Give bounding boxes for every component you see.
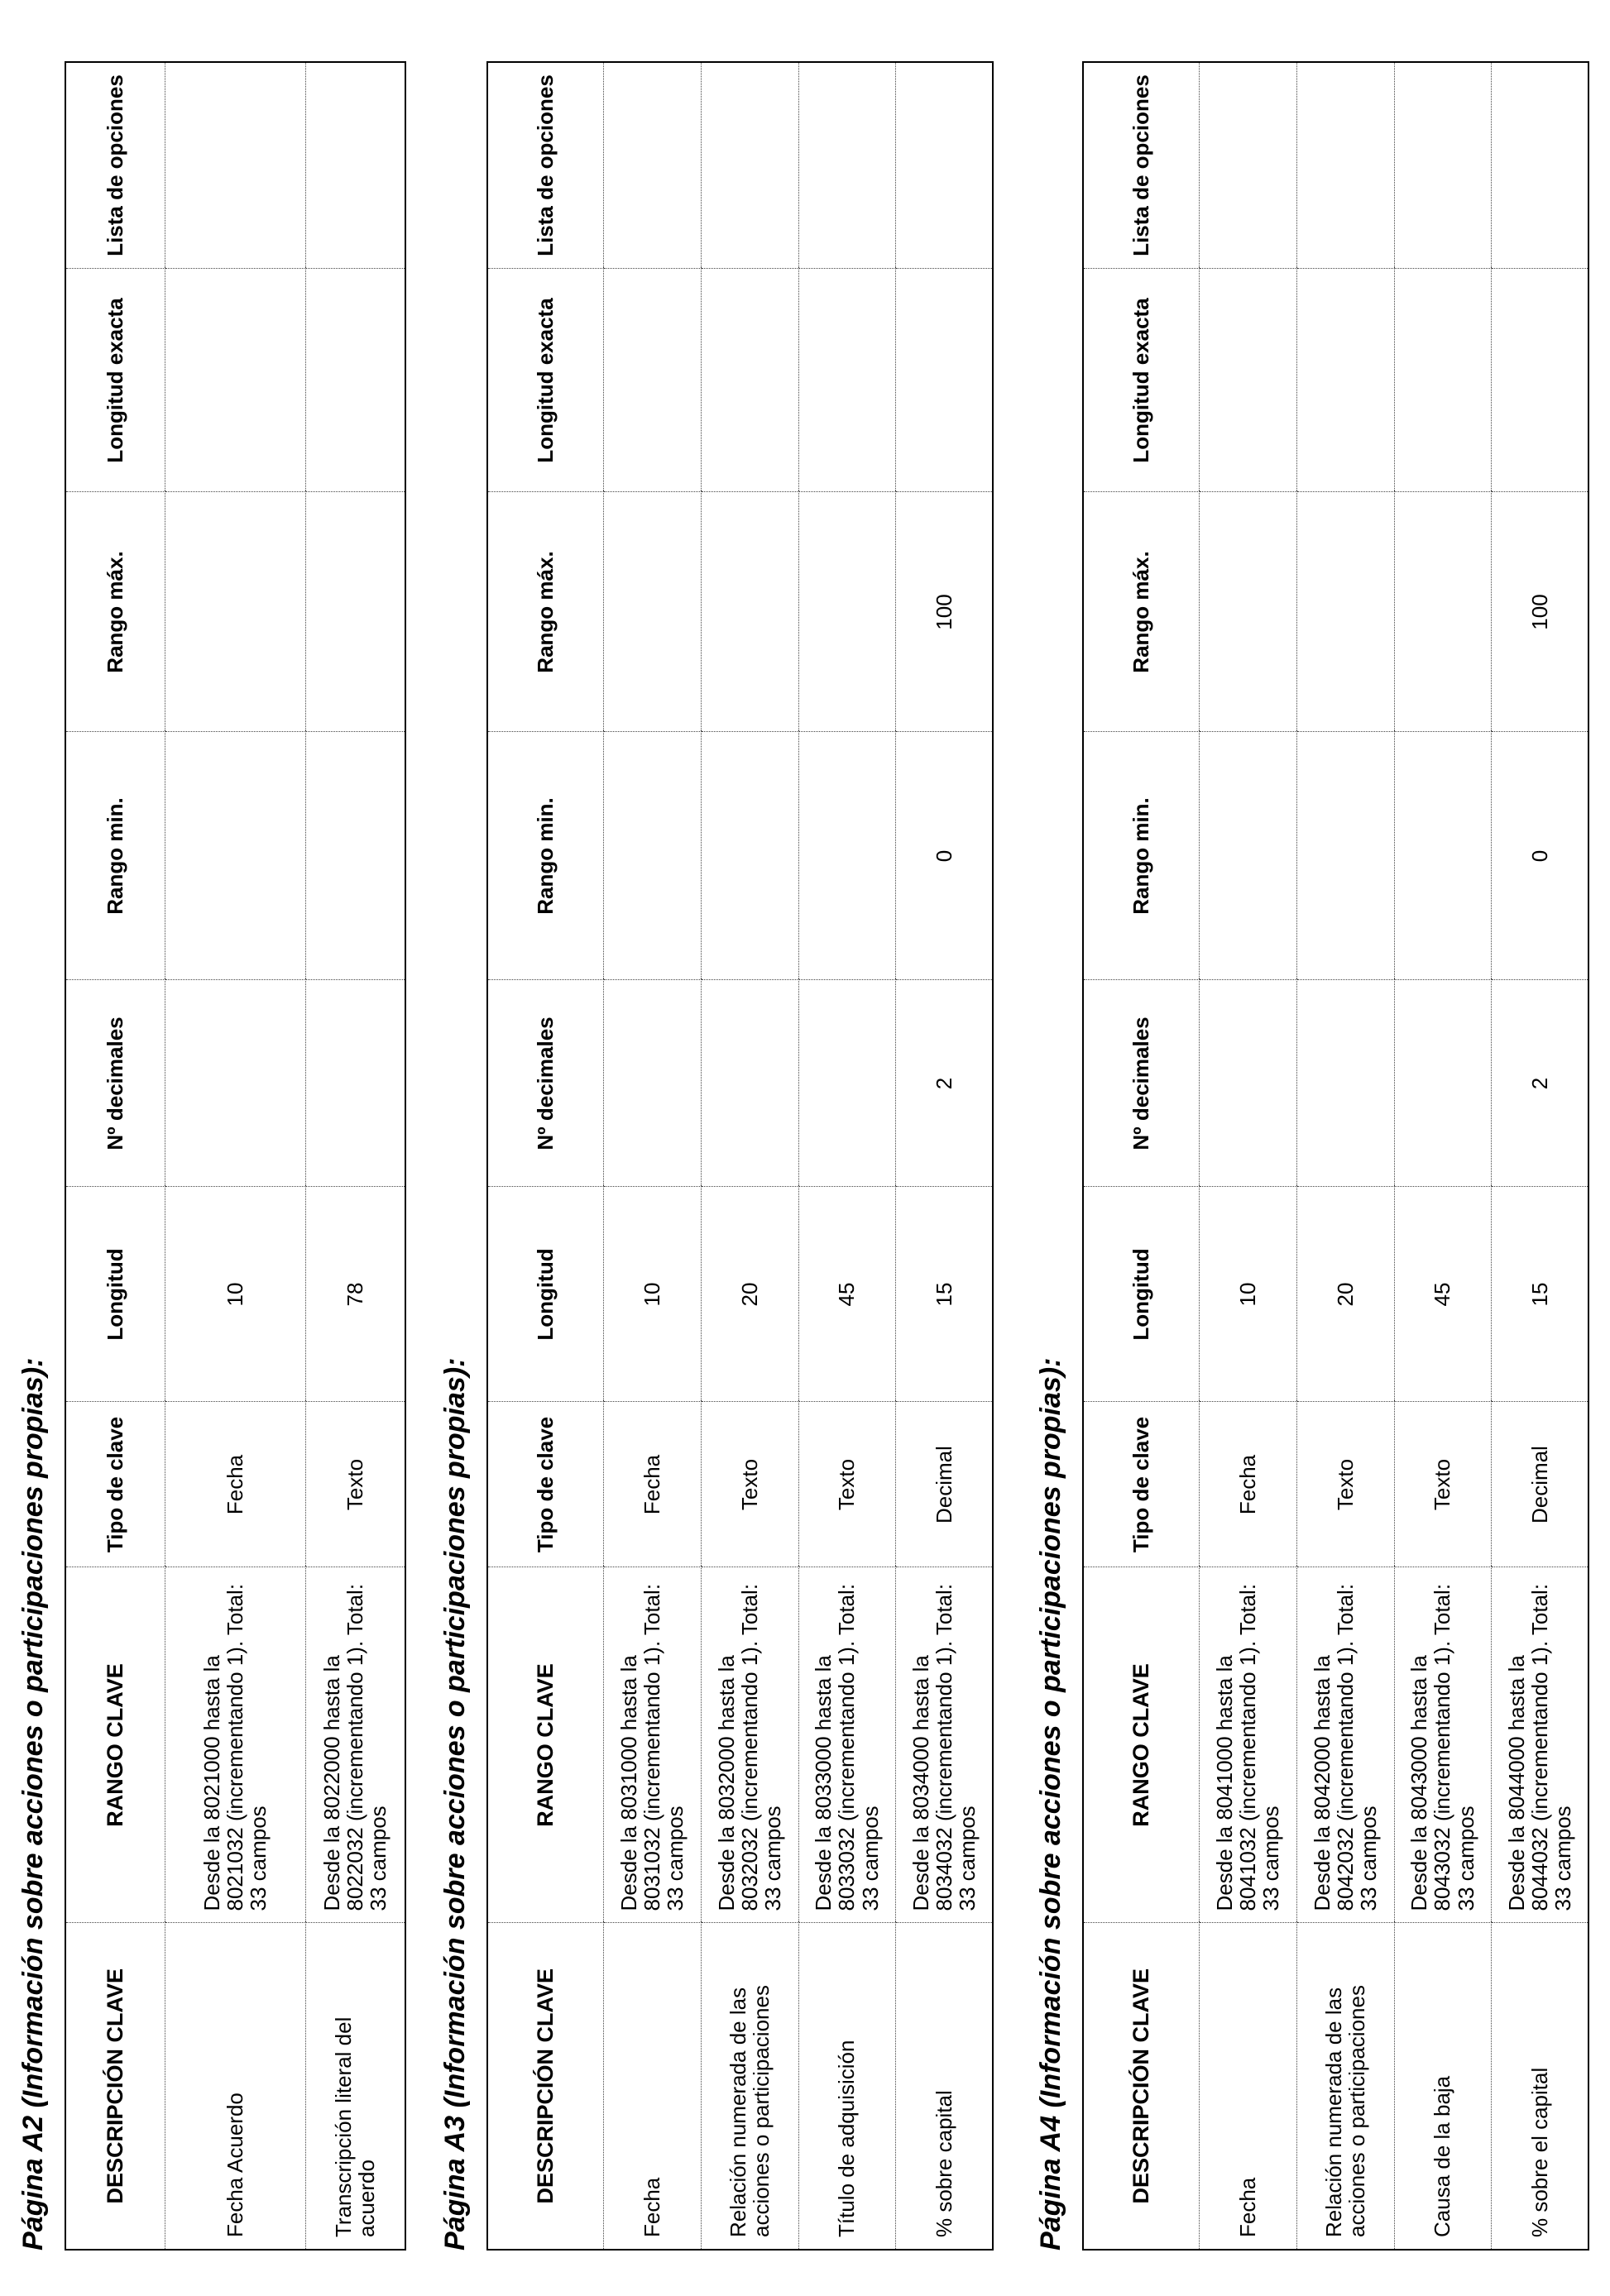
header-tipo-clave: Tipo de clave xyxy=(65,1402,165,1567)
cell-lista-opciones xyxy=(305,62,405,269)
cell-rango-min xyxy=(1394,732,1491,980)
cell-rango: Desde la 8021000 hasta la 8021032 (incrementando 1). Total: 33 campos xyxy=(165,1567,305,1923)
cell-longitud: 45 xyxy=(798,1187,895,1402)
table-row xyxy=(1491,62,1588,2250)
cell-rango: Desde la 8042000 hasta la 8042032 (incrementando 1). Total: 33 campos xyxy=(1296,1567,1394,1923)
header-rango-max: Rango máx. xyxy=(65,492,165,732)
cell-lista-opciones xyxy=(798,62,895,269)
cell-longitud: 10 xyxy=(165,1187,305,1402)
table-a2 xyxy=(65,61,406,2251)
cell-descripcion: Relación numerada de las acciones o participaciones xyxy=(1296,1923,1394,2250)
cell-rango-max: 100 xyxy=(895,492,993,732)
cell-lista-opciones xyxy=(701,62,798,269)
cell-tipo: Texto xyxy=(305,1402,405,1567)
cell-tipo: Fecha xyxy=(1199,1402,1296,1567)
cell-rango-min: 0 xyxy=(895,732,993,980)
cell-descripcion: % sobre el capital xyxy=(1491,1923,1588,2250)
cell-rango-min xyxy=(1199,732,1296,980)
cell-rango-max xyxy=(1394,492,1491,732)
cell-rango: Desde la 8041000 hasta la 8041032 (incrementando 1). Total: 33 campos xyxy=(1199,1567,1296,1923)
header-longitud: Longitud xyxy=(487,1187,603,1402)
cell-descripcion: Causa de la baja xyxy=(1394,1923,1491,2250)
cell-lista-opciones xyxy=(165,62,305,269)
cell-tipo: Fecha xyxy=(165,1402,305,1567)
cell-rango-max xyxy=(1199,492,1296,732)
cell-tipo: Texto xyxy=(798,1402,895,1567)
table-a2-header-row xyxy=(65,62,165,2250)
cell-descripcion: % sobre capital xyxy=(895,1923,993,2250)
cell-longitud: 10 xyxy=(603,1187,701,1402)
cell-longitud-exacta xyxy=(1296,269,1394,492)
header-rango-max: Rango máx. xyxy=(487,492,603,732)
cell-rango-min xyxy=(798,732,895,980)
cell-tipo: Texto xyxy=(1296,1402,1394,1567)
cell-rango: Desde la 8044000 hasta la 8044032 (incrementando 1). Total: 33 campos xyxy=(1491,1567,1588,1923)
header-rango-min: Rango min. xyxy=(1083,732,1199,980)
cell-rango-max xyxy=(305,492,405,732)
cell-descripcion: Relación numerada de las acciones o participaciones xyxy=(701,1923,798,2250)
cell-rango: Desde la 8022000 hasta la 8022032 (incrementando 1). Total: 33 campos xyxy=(305,1567,405,1923)
cell-longitud: 10 xyxy=(1199,1187,1296,1402)
cell-decimales xyxy=(1199,980,1296,1187)
cell-lista-opciones xyxy=(1394,62,1491,269)
section-a4-title: Página A4 (Información sobre acciones o participaciones propias): xyxy=(1035,1357,1066,2251)
cell-longitud-exacta xyxy=(305,269,405,492)
cell-rango-min xyxy=(305,732,405,980)
header-rango-min: Rango min. xyxy=(65,732,165,980)
cell-longitud: 20 xyxy=(701,1187,798,1402)
section-a3-title: Página A3 (Información sobre acciones o participaciones propias): xyxy=(439,1357,471,2251)
cell-longitud: 78 xyxy=(305,1187,405,1402)
cell-longitud: 15 xyxy=(1491,1187,1588,1402)
cell-lista-opciones xyxy=(1296,62,1394,269)
cell-decimales: 2 xyxy=(1491,980,1588,1187)
cell-tipo: Texto xyxy=(1394,1402,1491,1567)
cell-rango: Desde la 8033000 hasta la 8033032 (incrementando 1). Total: 33 campos xyxy=(798,1567,895,1923)
header-descripcion: DESCRIPCIÓN CLAVE xyxy=(65,1923,165,2250)
cell-tipo: Decimal xyxy=(1491,1402,1588,1567)
cell-longitud-exacta xyxy=(1199,269,1296,492)
cell-tipo: Texto xyxy=(701,1402,798,1567)
cell-longitud-exacta xyxy=(165,269,305,492)
header-longitud: Longitud xyxy=(1083,1187,1199,1402)
header-tipo-clave: Tipo de clave xyxy=(1083,1402,1199,1567)
header-longitud: Longitud xyxy=(65,1187,165,1402)
header-rango-clave: RANGO CLAVE xyxy=(65,1567,165,1923)
cell-descripcion: Fecha Acuerdo xyxy=(165,1923,305,2250)
header-tipo-clave: Tipo de clave xyxy=(487,1402,603,1567)
header-lista-opciones: Lista de opciones xyxy=(487,62,603,269)
table-row xyxy=(1394,62,1491,2250)
header-lista-opciones: Lista de opciones xyxy=(65,62,165,269)
cell-descripcion: Título de adquisición xyxy=(798,1923,895,2250)
cell-tipo: Decimal xyxy=(895,1402,993,1567)
cell-longitud: 45 xyxy=(1394,1187,1491,1402)
header-rango-max: Rango máx. xyxy=(1083,492,1199,732)
cell-lista-opciones xyxy=(895,62,993,269)
table-row xyxy=(165,62,305,2250)
cell-longitud-exacta xyxy=(701,269,798,492)
cell-rango-max xyxy=(1296,492,1394,732)
table-row xyxy=(305,62,405,2250)
cell-longitud-exacta xyxy=(603,269,701,492)
cell-longitud: 20 xyxy=(1296,1187,1394,1402)
cell-rango-max xyxy=(165,492,305,732)
table-a3 xyxy=(486,61,994,2251)
cell-rango-max: 100 xyxy=(1491,492,1588,732)
table-a3-header-row xyxy=(487,62,603,2250)
cell-rango: Desde la 8032000 hasta la 8032032 (incrementando 1). Total: 33 campos xyxy=(701,1567,798,1923)
cell-decimales: 2 xyxy=(895,980,993,1187)
header-rango-clave: RANGO CLAVE xyxy=(1083,1567,1199,1923)
cell-rango-min xyxy=(603,732,701,980)
cell-rango: Desde la 8043000 hasta la 8043032 (incrementando 1). Total: 33 campos xyxy=(1394,1567,1491,1923)
cell-decimales xyxy=(603,980,701,1187)
header-descripcion: DESCRIPCIÓN CLAVE xyxy=(487,1923,603,2250)
cell-rango-min xyxy=(701,732,798,980)
cell-decimales xyxy=(701,980,798,1187)
table-row xyxy=(798,62,895,2250)
cell-tipo: Fecha xyxy=(603,1402,701,1567)
cell-longitud-exacta xyxy=(1491,269,1588,492)
table-a4 xyxy=(1082,61,1589,2251)
header-descripcion: DESCRIPCIÓN CLAVE xyxy=(1083,1923,1199,2250)
cell-rango: Desde la 8031000 hasta la 8031032 (incrementando 1). Total: 33 campos xyxy=(603,1567,701,1923)
cell-lista-opciones xyxy=(1199,62,1296,269)
header-rango-clave: RANGO CLAVE xyxy=(487,1567,603,1923)
cell-rango-max xyxy=(798,492,895,732)
header-longitud-exacta: Longitud exacta xyxy=(1083,269,1199,492)
cell-rango-max xyxy=(603,492,701,732)
header-decimales: Nº decimales xyxy=(1083,980,1199,1187)
cell-decimales xyxy=(1296,980,1394,1187)
cell-lista-opciones xyxy=(1491,62,1588,269)
cell-rango-max xyxy=(701,492,798,732)
table-row xyxy=(1199,62,1296,2250)
table-a4-header-row xyxy=(1083,62,1199,2250)
table-row xyxy=(895,62,993,2250)
cell-rango-min xyxy=(165,732,305,980)
cell-decimales xyxy=(798,980,895,1187)
table-row xyxy=(1296,62,1394,2250)
cell-lista-opciones xyxy=(603,62,701,269)
table-row xyxy=(603,62,701,2250)
header-decimales: Nº decimales xyxy=(65,980,165,1187)
cell-decimales xyxy=(1394,980,1491,1187)
header-rango-min: Rango min. xyxy=(487,732,603,980)
cell-decimales xyxy=(305,980,405,1187)
cell-longitud: 15 xyxy=(895,1187,993,1402)
header-decimales: Nº decimales xyxy=(487,980,603,1187)
header-longitud-exacta: Longitud exacta xyxy=(487,269,603,492)
cell-longitud-exacta xyxy=(798,269,895,492)
cell-descripcion: Fecha xyxy=(1199,1923,1296,2250)
cell-descripcion: Transcripción literal del acuerdo xyxy=(305,1923,405,2250)
section-a2-title: Página A2 (Información sobre acciones o participaciones propias): xyxy=(17,1357,49,2251)
cell-longitud-exacta xyxy=(1394,269,1491,492)
cell-descripcion: Fecha xyxy=(603,1923,701,2250)
table-row xyxy=(701,62,798,2250)
header-lista-opciones: Lista de opciones xyxy=(1083,62,1199,269)
cell-longitud-exacta xyxy=(895,269,993,492)
cell-rango-min xyxy=(1296,732,1394,980)
cell-decimales xyxy=(165,980,305,1187)
cell-rango: Desde la 8034000 hasta la 8034032 (incrementando 1). Total: 33 campos xyxy=(895,1567,993,1923)
cell-rango-min: 0 xyxy=(1491,732,1588,980)
header-longitud-exacta: Longitud exacta xyxy=(65,269,165,492)
